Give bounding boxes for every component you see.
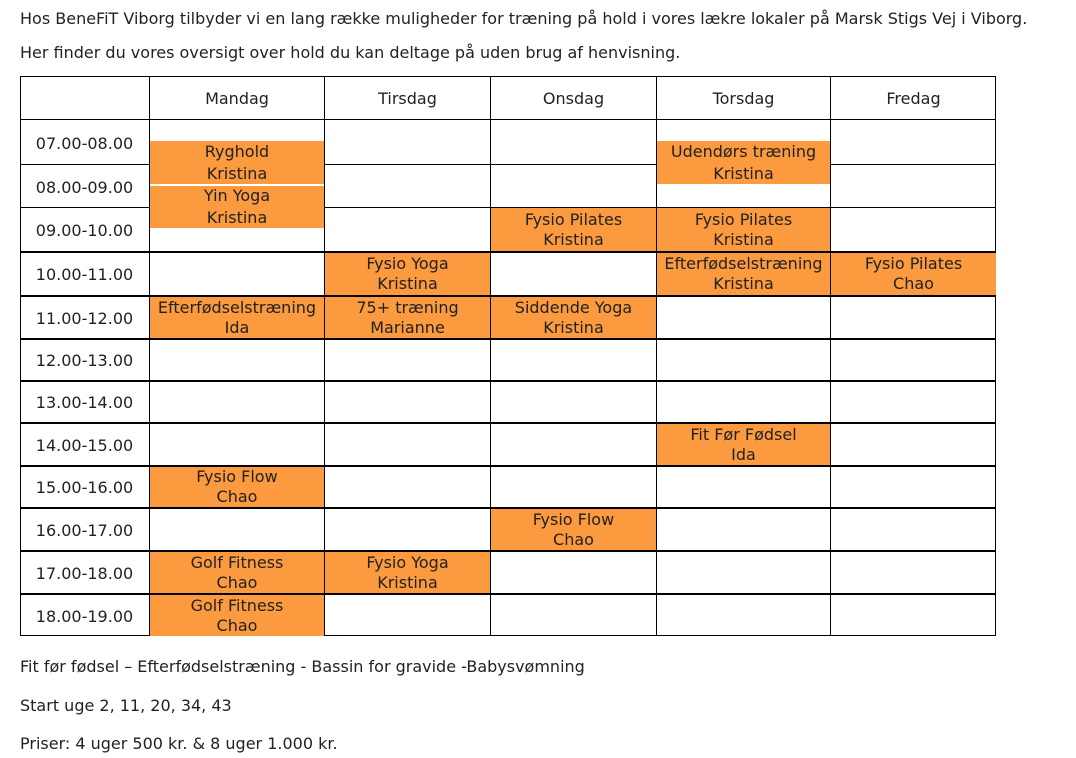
time-slot-label: 11.00-12.00: [35, 309, 134, 328]
class-block: [657, 253, 830, 295]
intro-text: Hos BeneFiT Viborg tilbyder vi en lang række muligheder for træning på hold i vores lækre lokaler på Marsk Stigs Vej i Viborg.: [20, 9, 1028, 28]
class-block: [325, 253, 490, 295]
class-block: [831, 253, 996, 295]
class-instructor: Kristina: [206, 208, 268, 227]
column-border: [490, 76, 491, 636]
class-block: [150, 186, 324, 228]
class-block: [657, 208, 830, 251]
time-slot-label: 12.00-13.00: [35, 351, 134, 370]
row-border: [20, 380, 996, 382]
day-header-fredag: Fredag: [886, 89, 941, 108]
start-weeks-line: Start uge 2, 11, 20, 34, 43: [20, 696, 232, 715]
prices-line: Priser: 4 uger 500 kr. & 8 uger 1.000 kr.: [20, 734, 338, 753]
class-name: Fit Før Fødsel: [690, 424, 797, 444]
time-slot-label: 09.00-10.00: [35, 221, 134, 240]
class-instructor: Ida: [224, 317, 250, 337]
class-instructor: Chao: [216, 572, 258, 592]
time-slot-label: 17.00-18.00: [35, 564, 134, 583]
class-name: Udendørs træning: [670, 141, 817, 161]
time-slot-label: 07.00-08.00: [35, 134, 134, 153]
class-name: Fysio Flow: [196, 467, 278, 486]
class-block: [150, 552, 324, 593]
class-name: Fysio Flow: [532, 509, 615, 529]
class-name: Ryghold: [204, 141, 270, 161]
class-instructor: Chao: [553, 529, 594, 549]
class-instructor: Kristina: [713, 229, 774, 249]
day-header-torsdag: Torsdag: [712, 89, 775, 108]
schedule-table: [20, 76, 996, 636]
time-slot-label: 13.00-14.00: [35, 393, 134, 412]
class-instructor: Kristina: [713, 163, 774, 183]
intro-subtext: Her finder du vores oversigt over hold du kan deltage på uden brug af henvisning.: [20, 43, 681, 62]
row-border: [20, 119, 996, 120]
column-border: [830, 76, 831, 636]
class-name: Golf Fitness: [190, 595, 284, 615]
class-block: [657, 141, 830, 184]
courses-line: Fit før fødsel – Efterfødselstræning - Bassin for gravide -Babysvømning: [20, 657, 585, 676]
class-name: Fysio Pilates: [694, 209, 793, 229]
day-header-mandag: Mandag: [205, 89, 269, 108]
class-name: Fysio Yoga: [366, 254, 449, 273]
class-instructor: Ida: [731, 444, 756, 464]
class-block: [150, 467, 324, 507]
class-name: Efterfødselstræning: [664, 254, 823, 273]
class-instructor: Kristina: [713, 274, 774, 293]
class-name: Fysio Pilates: [864, 254, 963, 273]
class-name: Fysio Yoga: [366, 552, 449, 572]
row-border: [20, 338, 996, 340]
class-block: [150, 297, 324, 338]
class-instructor: Kristina: [377, 274, 438, 293]
time-slot-label: 10.00-11.00: [35, 265, 134, 284]
row-border: [20, 422, 996, 424]
day-header-tirsdag: Tirsdag: [378, 89, 437, 108]
time-slot-label: 18.00-19.00: [35, 607, 134, 626]
time-slot-label: 14.00-15.00: [35, 436, 134, 455]
class-block: [325, 297, 490, 338]
class-instructor: Chao: [893, 274, 934, 293]
class-instructor: Chao: [216, 615, 258, 635]
class-name: Golf Fitness: [190, 552, 284, 572]
class-block: [657, 424, 830, 465]
time-slot-label: 15.00-16.00: [35, 478, 134, 497]
day-header-onsdag: Onsdag: [542, 89, 605, 108]
class-name: Yin Yoga: [203, 186, 271, 205]
class-instructor: Kristina: [543, 317, 604, 337]
class-name: 75+ træning: [356, 297, 459, 317]
class-instructor: Marianne: [370, 317, 445, 337]
class-name: Efterfødselstræning: [157, 297, 317, 317]
class-block: [491, 208, 656, 251]
class-name: Fysio Pilates: [524, 209, 623, 229]
class-block: [491, 509, 656, 550]
class-block: [325, 552, 490, 593]
class-instructor: Chao: [216, 487, 258, 506]
time-slot-label: 16.00-17.00: [35, 521, 134, 540]
column-border: [995, 76, 996, 636]
class-instructor: Kristina: [377, 572, 438, 592]
class-block: [150, 595, 324, 636]
time-slot-label: 08.00-09.00: [35, 178, 134, 197]
class-block: [491, 297, 656, 338]
class-instructor: Kristina: [543, 229, 604, 249]
class-instructor: Kristina: [206, 163, 268, 183]
class-name: Siddende Yoga: [514, 297, 633, 317]
class-block: [150, 141, 324, 184]
